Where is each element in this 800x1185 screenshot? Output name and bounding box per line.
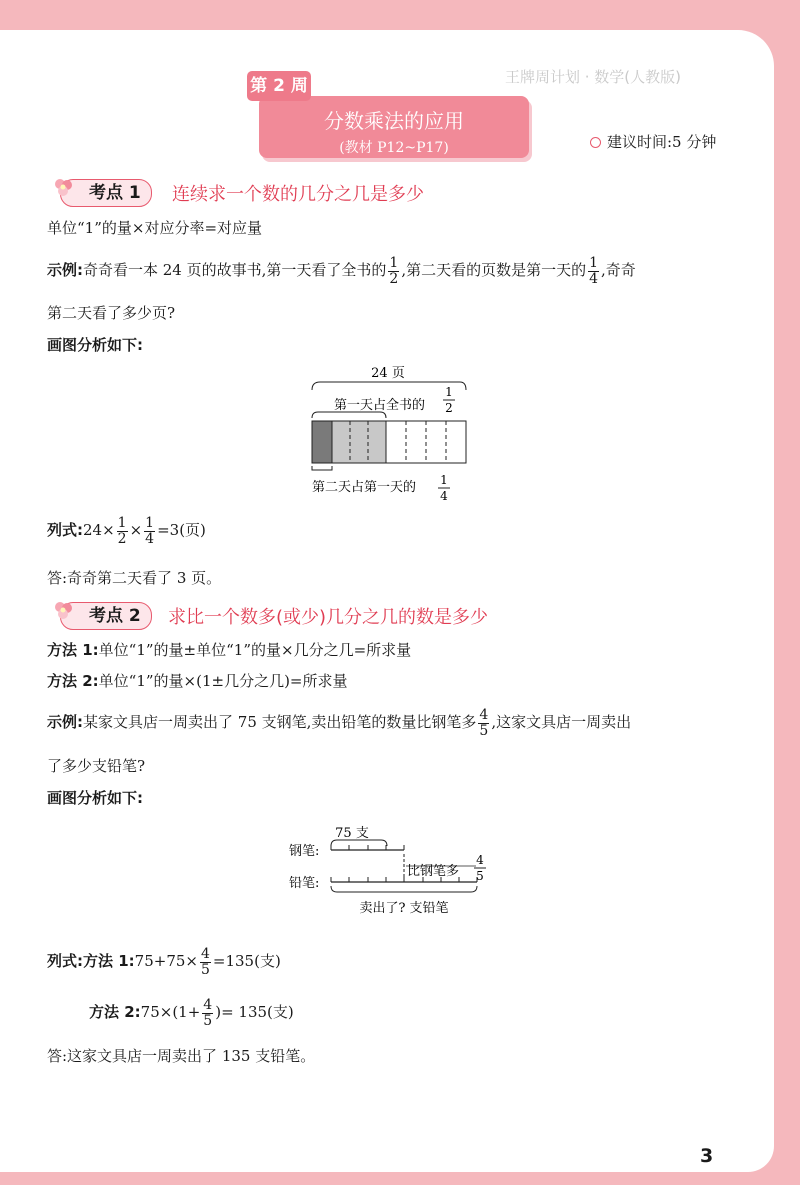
kp2-m1-label: 方法 1: — [83, 952, 135, 971]
kp1-example-prefix: 示例: — [47, 261, 83, 280]
page-title: 分数乘法的应用 — [324, 109, 464, 133]
kp1-example-b: ,第二天看的页数是第一天的 — [401, 261, 587, 280]
diagram-more: 比钢笔多 — [407, 864, 460, 879]
kp1-formula-b: × — [129, 521, 143, 540]
diagram-pen: 钢笔: — [289, 844, 320, 859]
frac-den: 5 — [200, 961, 210, 978]
kp1-example-c: ,奇奇 — [601, 261, 636, 280]
frac-num: 1 — [117, 515, 127, 531]
frac-num: 1 — [389, 255, 399, 271]
flower-icon — [51, 176, 77, 202]
suggested-time — [590, 131, 716, 152]
kp2-method1-label: 方法 1: — [47, 641, 99, 659]
clock-icon — [590, 137, 601, 148]
flower-icon — [51, 599, 77, 625]
frac-num: 1 — [589, 255, 599, 271]
kp2-formula-m1 — [47, 947, 281, 977]
diagram-count: 75 支 — [335, 826, 369, 841]
kp1-diagram — [300, 360, 480, 510]
kp1-formula — [47, 516, 206, 546]
total-brace — [312, 382, 466, 390]
kp2-m1-a: 75+75× — [134, 952, 198, 971]
diagram-sold: 卖出了? 支铅笔 — [359, 901, 449, 916]
sold-brace — [331, 886, 477, 892]
suggested-time-text: 建议时间:5 分钟 — [607, 133, 717, 151]
diagram-first-num: 1 — [445, 385, 453, 399]
diagram-second-den: 4 — [440, 489, 448, 503]
page-number: 3 — [700, 1145, 714, 1167]
frac-den: 2 — [117, 530, 127, 547]
kp1-formula-c: =3(页) — [157, 521, 206, 540]
formula-frac-2 — [144, 516, 155, 546]
kp1-label-text: 考点 1 — [89, 183, 141, 203]
kp1-rule: 单位“1”的量×对应分率=对应量 — [47, 219, 263, 237]
kp2-analysis: 画图分析如下: — [47, 789, 143, 807]
kp2-formula-m2 — [89, 998, 294, 1028]
kp1-example — [47, 256, 636, 286]
kp2-title: 求比一个数多(或少)几分之几的数是多少 — [168, 607, 489, 628]
frac-den: 5 — [479, 722, 489, 739]
formula-frac-1 — [117, 516, 128, 546]
diagram-total-label: 24 页 — [371, 366, 405, 381]
frac-num: 4 — [203, 997, 213, 1013]
frac-num: 4 — [479, 707, 489, 723]
kp2-method1 — [47, 639, 411, 660]
kp2-label-text: 考点 2 — [89, 606, 141, 626]
diagram-pencil: 铅笔: — [289, 876, 320, 891]
diagram-second-num: 1 — [440, 473, 448, 487]
frac-num: 4 — [200, 946, 210, 962]
kp2-m1-b: =135(支) — [212, 952, 281, 971]
m2-frac — [202, 998, 213, 1028]
kp2-m2-b: )= 135(支) — [215, 1003, 294, 1022]
kp2-m2-label: 方法 2: — [89, 1003, 141, 1022]
bar-segment-second-day — [312, 421, 332, 463]
kp2-label — [60, 602, 152, 630]
frac-den: 4 — [589, 270, 599, 287]
kp2-method1-text: 单位“1”的量±单位“1”的量×几分之几=所求量 — [98, 641, 412, 659]
kp1-example-line2: 第二天看了多少页? — [47, 304, 176, 322]
kp2-example — [47, 708, 631, 738]
kp2-example-line2: 了多少支铅笔? — [47, 757, 146, 775]
diagram-first-den: 2 — [445, 401, 453, 415]
kp1-label — [60, 179, 152, 207]
kp1-title: 连续求一个数的几分之几是多少 — [172, 184, 424, 205]
kp1-analysis: 画图分析如下: — [47, 336, 143, 354]
kp1-formula-prefix: 列式: — [47, 521, 83, 540]
kp2-example-a: 某家文具店一周卖出了 75 支钢笔,卖出铅笔的数量比钢笔多 — [83, 713, 477, 732]
page-subtitle: (教材 P12~P17) — [339, 140, 449, 156]
kp2-answer: 答:这家文具店一周卖出了 135 支铅笔。 — [47, 1047, 316, 1065]
m1-frac — [200, 947, 211, 977]
kp1-frac-2 — [588, 256, 599, 286]
kp1-formula-a: 24× — [83, 521, 115, 540]
kp2-method2-label: 方法 2: — [47, 672, 99, 690]
kp2-m2-a: 75×(1+ — [140, 1003, 201, 1022]
kp2-frac — [478, 708, 489, 738]
frac-den: 4 — [145, 530, 155, 547]
kp2-example-b: ,这家文具店一周卖出 — [491, 713, 632, 732]
frac-den: 5 — [203, 1012, 213, 1029]
kp2-diagram — [285, 820, 510, 920]
diagram-more-num: 4 — [476, 853, 484, 867]
ghost-header-text: 王牌周计划 · 数学(人教版) — [505, 68, 682, 86]
frac-num: 1 — [145, 515, 155, 531]
diagram-second-day: 第二天占第一天的 — [312, 480, 417, 495]
kp2-method2 — [47, 670, 348, 691]
diagram-first-day: 第一天占全书的 — [334, 398, 426, 413]
kp1-example-a: 奇奇看一本 24 页的故事书,第一天看了全书的 — [83, 261, 387, 280]
week-badge: 第 2 周 — [247, 71, 311, 101]
second-day-brace — [312, 466, 332, 470]
kp1-answer: 答:奇奇第二天看了 3 页。 — [47, 569, 222, 587]
bar-segment-first-day — [332, 421, 386, 463]
kp2-formula-prefix: 列式: — [47, 952, 83, 971]
kp2-method2-text: 单位“1”的量×(1±几分之几)=所求量 — [98, 672, 348, 690]
diagram-more-den: 5 — [476, 869, 484, 883]
title-box — [259, 96, 529, 158]
frac-den: 2 — [389, 270, 399, 287]
kp1-frac-1 — [388, 256, 399, 286]
kp2-example-prefix: 示例: — [47, 713, 83, 732]
